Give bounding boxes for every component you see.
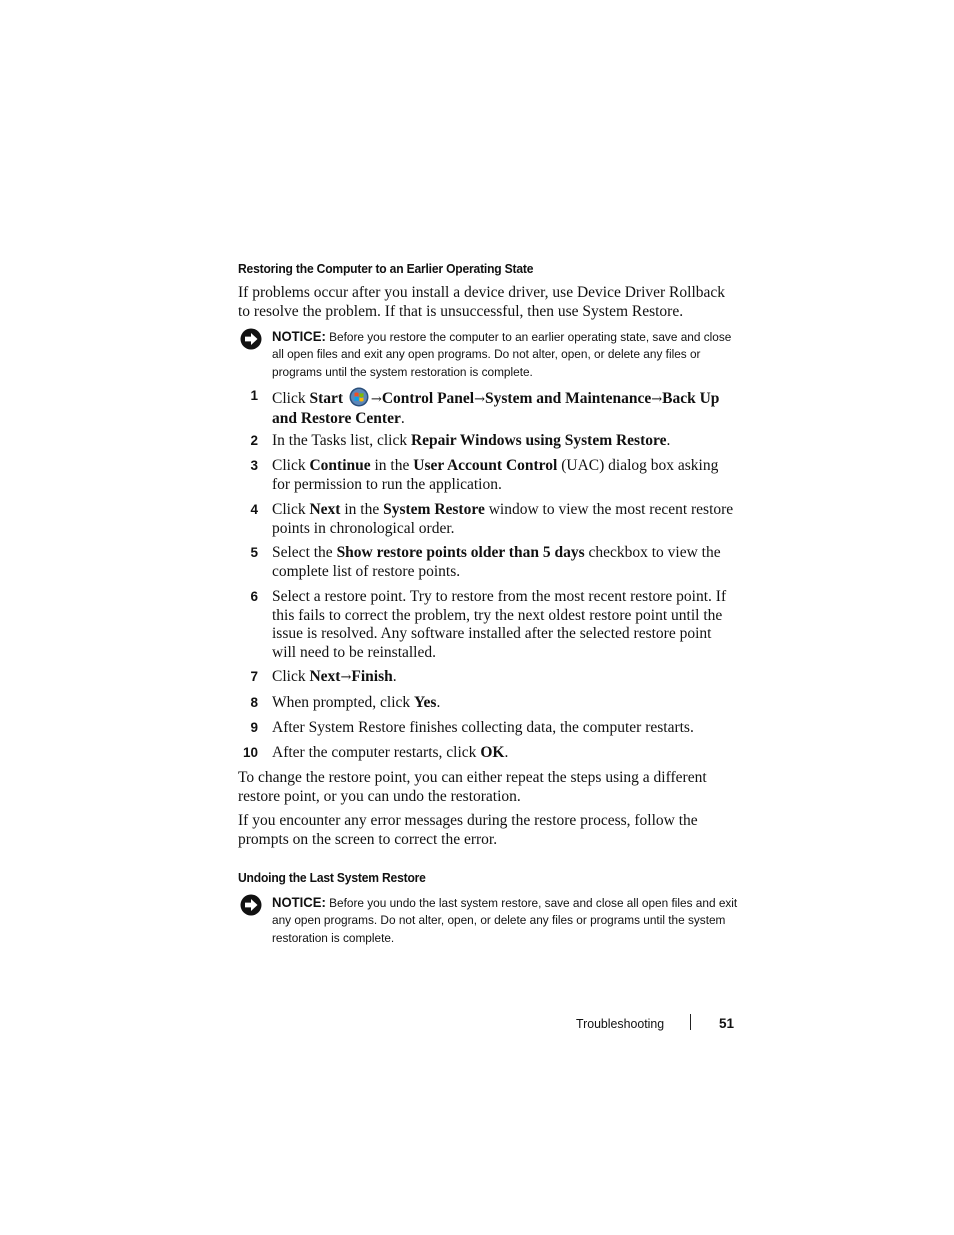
step-number: 6 — [250, 589, 258, 604]
intro-paragraph: If problems occur after you install a device driver, use Device Driver Rollback to resolve the problem. If that is unsuccessful, then use System Restore. — [238, 284, 726, 320]
step-text: Click — [272, 390, 310, 407]
notice-block — [238, 894, 738, 947]
step-item — [238, 544, 738, 581]
outro-paragraph-1: To change the restore point, you can either repeat the steps using a different restore point, or you can undo the restoration. — [238, 769, 707, 805]
arrow-glyph: → — [340, 670, 352, 685]
step-text: Click — [272, 457, 310, 474]
step-number: 7 — [250, 669, 258, 684]
notice-arrow-icon — [240, 328, 262, 350]
step-text: checkbox to view the complete list of restore points. — [272, 544, 721, 580]
notice-label: NOTICE: — [272, 895, 326, 910]
notice-arrow-icon — [240, 894, 262, 916]
step-item — [238, 744, 738, 763]
arrow-glyph: → — [651, 392, 663, 407]
step-text: In the Tasks list, click — [272, 432, 411, 449]
step-bold: Next — [309, 501, 341, 518]
step-bold: Yes — [414, 694, 437, 711]
outro-paragraph-2: If you encounter any error messages during the restore process, follow the prompts on the screen to correct the error. — [238, 812, 698, 848]
step-text: window to view the most recent restore points in chronological order. — [272, 501, 734, 537]
step-text: Select a restore point. Try to restore from the most recent restore point. If this fails to correct the problem, try the next oldest restore point until the issue is resolved. Any software installed after the selected restore point will need to be reinstalled. — [272, 588, 727, 661]
step-number: 5 — [250, 545, 258, 560]
footer-divider — [690, 1014, 691, 1030]
step-number: 8 — [250, 695, 258, 710]
step-bold: Continue — [309, 457, 371, 474]
step-text: Click — [272, 668, 310, 685]
step-bold: Next — [309, 668, 341, 685]
step-text: . — [436, 694, 441, 711]
step-item — [238, 694, 738, 713]
step-bold: Finish — [351, 668, 393, 685]
step-text: Click — [272, 501, 310, 518]
step-bold: User Account Control — [413, 457, 558, 474]
step-text: Select the — [272, 544, 337, 561]
backup-restore-center-label: Back Up and Restore Center — [272, 390, 720, 427]
system-maintenance-label: System and Maintenance — [485, 390, 652, 407]
step-text: in the — [370, 457, 414, 474]
notice-label: NOTICE: — [272, 329, 326, 344]
step-item — [238, 588, 738, 662]
arrow-glyph: → — [370, 392, 382, 407]
step-text: When prompted, click — [272, 694, 415, 711]
step-item — [238, 501, 738, 538]
step-text: . — [392, 668, 397, 685]
step-text: in the — [340, 501, 384, 518]
step-number: 9 — [250, 720, 258, 735]
step-bold: OK — [480, 744, 505, 761]
step-item — [238, 432, 738, 451]
arrow-glyph: → — [474, 392, 486, 407]
step-number: 2 — [250, 433, 258, 448]
step-number: 1 — [250, 388, 258, 403]
page-number: 51 — [719, 1016, 735, 1031]
notice-text: Before you undo the last system restore, save and close all open files and exit any open programs. Do not alter, open, or delete any files or programs until the system restoration is complete. — [272, 896, 738, 945]
start-label: Start — [309, 390, 344, 407]
notice-text: Before you restore the computer to an earlier operating state, save and close all open files and exit any open programs. Do not alter, open, or delete any files or programs until the system restoration is complete. — [272, 330, 732, 379]
footer-section-title: Troubleshooting — [576, 1016, 665, 1031]
step-item — [238, 668, 738, 688]
step-bold: Repair Windows using System Restore — [410, 432, 667, 449]
step-item — [238, 387, 738, 428]
control-panel-label: Control Panel — [381, 390, 475, 407]
step-number: 10 — [242, 745, 258, 760]
notice-block — [238, 328, 738, 381]
section-heading-undo: Undoing the Last System Restore — [238, 870, 426, 885]
step-text: After the computer restarts, click — [272, 744, 481, 761]
section-heading-restore: Restoring the Computer to an Earlier Operating State — [238, 261, 534, 276]
step-bold: Show restore points older than 5 days — [336, 544, 585, 561]
step-item — [238, 457, 738, 494]
step-text: (UAC) dialog box asking for permission to run the application. — [272, 457, 719, 493]
windows-start-orb-icon — [349, 387, 369, 407]
step-item — [238, 719, 738, 738]
step-text: . — [400, 409, 405, 427]
step-text: . — [504, 744, 509, 761]
step-text: . — [666, 432, 671, 449]
step-bold: System Restore — [383, 501, 485, 518]
step-number: 4 — [250, 502, 258, 517]
step-number: 3 — [250, 458, 258, 473]
step-text: After System Restore finishes collecting data, the computer restarts. — [272, 719, 694, 736]
